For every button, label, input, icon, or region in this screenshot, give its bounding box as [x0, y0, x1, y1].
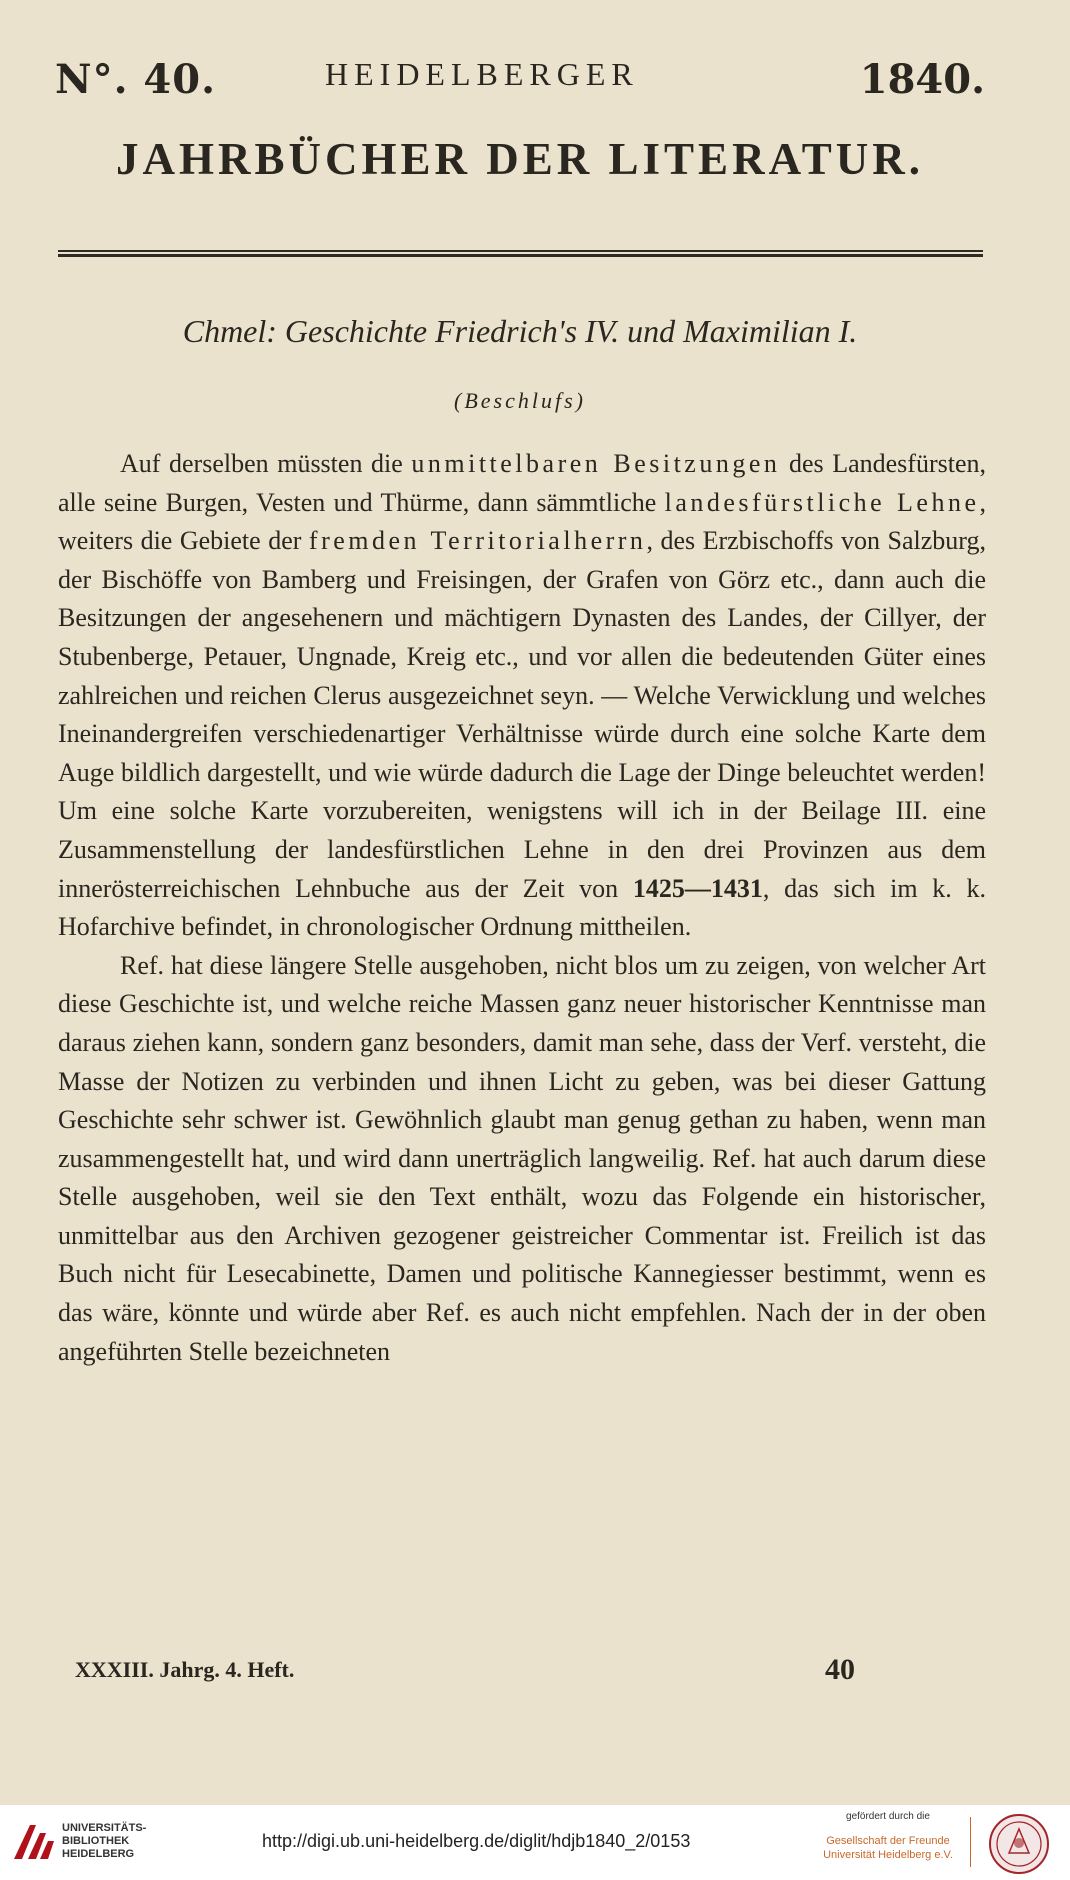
sponsor — [818, 1811, 958, 1862]
permalink-url[interactable]: http://digi.ub.uni-heidelberg.de/diglit/hdjb1840_2/0153 — [262, 1831, 691, 1851]
article-subtitle: (Beschlufs) — [454, 388, 586, 413]
sponsor-org-line: Gesellschaft der Freunde — [826, 1835, 950, 1847]
masthead — [55, 50, 985, 110]
paragraph-2: Ref. hat diese längere Stelle ausgehoben, nicht blos um zu zeigen, von welcher Art diese Geschichte ist, und welche reiche Massen ganz neuer historischer Kenntnisse man daraus ziehen kann, sondern ganz besonders, damit man sehe, dass der Verf. versteht, die Masse der Notizen zu verbinden und ihnen Licht zu geben, was bei dieser Gattung Geschichte sehr schwer ist. Gewöhnlich glaubt man genug gethan zu haben, wenn man zusammengestellt hat, und wird dann unerträglich langweilig. Ref. hat auch darum diese Stelle ausgehoben, weil sie den Text enthält, wozu das Folgende ein historischer, unmittelbar aus den Archiven gezogener geistreicher Commentar ist. Freilich ist das Buch nicht für Lesecabinette, Damen und politische Kannegiesser bestimmt, wenn es das wäre, könnte und würde aber Ref. es auch nicht empfehlen. Nach der in der oben angeführten Stelle bezeichneten — [58, 950, 986, 1366]
header-rule — [58, 250, 983, 257]
text-run: , das sich im k. k. Hofarchive befindet, in chronologischer Ordnung mittheilen. — [58, 873, 986, 942]
printer-signature: XXXIII. Jahrg. 4. Heft. — [75, 1657, 295, 1682]
library-name-line: HEIDELBERG — [62, 1848, 135, 1860]
library-name-line: BIBLIOTHEK — [62, 1835, 130, 1847]
sponsor-intro: gefördert durch die — [846, 1811, 930, 1822]
text-run: , weiters die Gebiete der — [58, 487, 986, 556]
journal-name-top: HEIDELBERGER — [325, 56, 639, 92]
text-run: des Landesfürsten, alle seine Burgen, Vesten und Thürme, dann sämmtliche — [58, 449, 986, 517]
signature-number: 40 — [825, 1653, 855, 1686]
emphasis-run: unmittelbaren Besitzungen — [411, 449, 781, 478]
year: 1840. — [859, 56, 985, 103]
article-title: Chmel: Geschichte Friedrich's IV. und Maximilian I. — [182, 313, 858, 349]
paragraph-1 — [58, 445, 986, 947]
text-run: Auf derselben müssten die — [120, 449, 412, 478]
library-name-line: UNIVERSITÄTS- — [62, 1822, 147, 1834]
sponsor-org-line: Universität Heidelberg e.V. — [823, 1849, 953, 1861]
issue-number: N°. 40. — [55, 56, 217, 103]
library-logo-icon — [10, 1819, 56, 1865]
date-range: 1425—1431 — [632, 873, 763, 903]
digitization-bar — [0, 1805, 1070, 1880]
article-body — [58, 445, 986, 1371]
page-footer — [75, 1653, 855, 1687]
emphasis-run: fremden Territorialherrn — [308, 526, 647, 556]
divider — [970, 1817, 971, 1867]
journal-title: JAHRBÜCHER DER LITERATUR. — [115, 134, 924, 184]
university-seal-icon — [985, 1813, 1053, 1875]
library-name — [62, 1822, 146, 1861]
text-run: , des Erzbischoffs von Salzburg, der Bischöffe von Bamberg und Freisingen, der Grafen von Görz etc., dann auch die Besitzungen der angesehenern und mächtigern Dynasten des Landes, der Cillyer, der Stubenberge, Petauer, Ungnade, Kreig etc., und vor allen die bedeutenden Güter eines zahlreichen und reichen Clerus ausgezeichnet seyn. — Welche Verwicklung und welches Ineinandergreifen verschiedenartiger Verhältnisse würde durch eine solche Karte dem Auge bildlich dargestellt, und wie würde dadurch die Lage der Dinge beleuchtet werden! Um eine solche Karte vorzubereiten, wenigstens will ich in der Beilage III. eine Zusammenstellung der landesfürstlichen Lehne in den drei Provinzen aus dem innerösterreichischen Lehnbuche aus der Zeit von — [58, 526, 986, 903]
emphasis-run: landesfürstliche Lehne — [664, 487, 980, 517]
